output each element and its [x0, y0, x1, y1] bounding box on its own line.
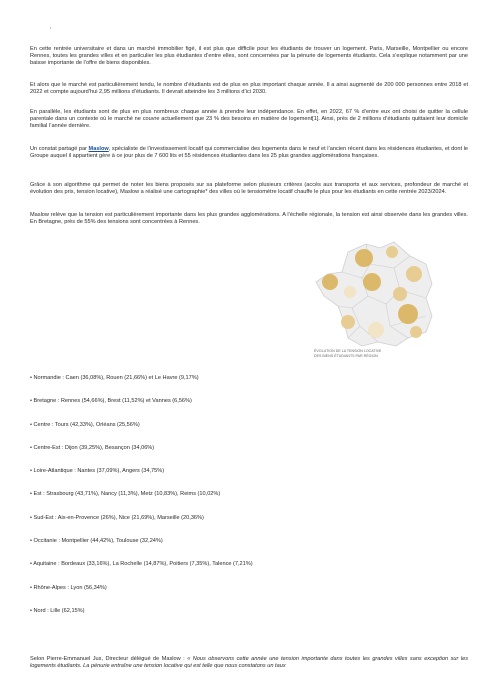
list-item: • Centre-Est : Dijon (39,25%), Besançon (34,06%): [30, 444, 155, 451]
header-mark: ': [50, 28, 52, 34]
paragraph-regional: Maslow relève que la tension est particulièrement importante dans les plus grandes agglomérations. A l’échelle régionale, la tension est ainsi observée dans les grandes villes. En Bretagne, près de 55% des tensions sont concentrées à Rennes.: [30, 212, 468, 226]
paragraph-independence: En parallèle, les étudiants sont de plus en plus nombreux chaque année à prendre leur indépendance. En effet, en 2022, 67 % d’entre eux ont choisi de quitter la cellule parentale dans un contexte où le marché ne couvre actuellement que 23 % des besoins en matière de logement[1]. Ainsi, près de 2 millions d’étudiants quittaient leur domicile familial l’année dernière.: [30, 109, 468, 130]
quote-lead: Selon Pierre-Emmanuel Jus, Directeur délégué de Maslow :: [30, 656, 188, 662]
list-item: • Normandie : Caen (36,08%), Rouen (21,66%) et Le Havre (9,17%): [30, 375, 199, 381]
list-item: • Occitanie : Montpellier (44,42%), Toulouse (32,24%): [30, 538, 163, 545]
map-marker: [363, 273, 381, 291]
map-marker: [410, 326, 422, 338]
list-item: • Sud-Est : Aix-en-Provence (26%), Nice (21,69%), Marseille (20,36%): [30, 514, 204, 521]
map-marker: [386, 246, 398, 258]
list-item: • Centre : Tours (42,33%), Orléans (25,56%): [30, 421, 140, 428]
paragraph-maslow: [30, 146, 468, 160]
list-item: • Rhône-Alpes : Lyon (56,34%): [30, 584, 107, 591]
map-marker: [398, 304, 418, 324]
quote-text: « Nous observons cette année une tension importante dans toutes les grandes villes sans exception sur les logements étudiants. La pénurie entraîne une tension locative qui est telle que nous constatons un taux: [30, 656, 468, 670]
map-marker: [355, 249, 373, 267]
paragraph-student-growth: Et alors que le marché est particulièrement tendu, le nombre d’étudiants est de plus en plus important chaque année. Il a ainsi augmenté de 200 000 personnes entre 2018 et 2022 et compte aujourd’hui 2,95 millions d’étudiants. Il devrait atteindre les 3 millions d’ici 2030.: [30, 82, 468, 96]
list-item: • Aquitaine : Bordeaux (33,16%), La Rochelle (14,87%), Poitiers (7,35%), Talence (7,21%): [30, 561, 253, 568]
map-marker: [344, 286, 356, 298]
map-marker: [406, 266, 422, 282]
map-marker: [393, 287, 407, 301]
list-item: • Nord : Lille (62,15%): [30, 607, 85, 614]
france-tension-map: [308, 234, 448, 369]
map-legend-line1: ÉVOLUTION DE LA TENSION LOCATIVE: [314, 349, 382, 353]
map-marker: [368, 322, 384, 338]
list-item: • Bretagne : Rennes (54,66%), Brest (11,52%) et Vannes (6,56%): [30, 398, 192, 405]
quote-paragraph: [30, 656, 468, 670]
maslow-link[interactable]: Maslow: [88, 146, 109, 152]
list-item: • Loire-Atlantique : Nantes (37,09%), Angers (34,75%): [30, 468, 165, 475]
region-list: [30, 375, 468, 631]
paragraph-algorithm: Grâce à son algorithme qui permet de noter les biens proposés sur sa plateforme selon plusieurs critères (accès aux transports et aux services, profondeur de marché et évolution des prix, tension locative), Maslow a réalisé une cartographie* des villes où le tensiomètre locatif chauffe le plus pour les étudiants en cette rentrée 2023/2024.: [30, 182, 468, 196]
paragraph-maslow-start: Un constat partagé par: [30, 146, 89, 152]
list-item: • Est : Strasbourg (43,71%), Nancy (11,3%), Metz (10,83%), Reims (10,02%): [30, 491, 221, 498]
paragraph-maslow-end: , spécialiste de l’investissement locatif qui commercialise des logements dans le neuf et l’ancien récent dans les résidences étudiantes, et dont le Groupe auquel il appartient gère à ce jour plus de 7 600 lits et 55 résidences étudiantes dans les 25 plus grandes agglomérations françaises.: [30, 146, 468, 160]
paragraph-intro: En cette rentrée universitaire et dans un marché immobilier figé, il est plus que difficile pour les étudiants de trouver un logement. Paris, Marseille, Montpellier ou encore Rennes, toutes les grandes villes et en particulier les plus étudiantes d’entre elles, sont concernées par la pénurie de logements étudiants. Cela s’explique notamment par une baisse importante de l’offre de biens disponibles.: [30, 46, 468, 67]
map-marker: [322, 274, 338, 290]
map-legend-line2: DES BIENS ÉTUDIANTS PAR RÉGION: [314, 354, 378, 358]
map-marker: [341, 315, 355, 329]
